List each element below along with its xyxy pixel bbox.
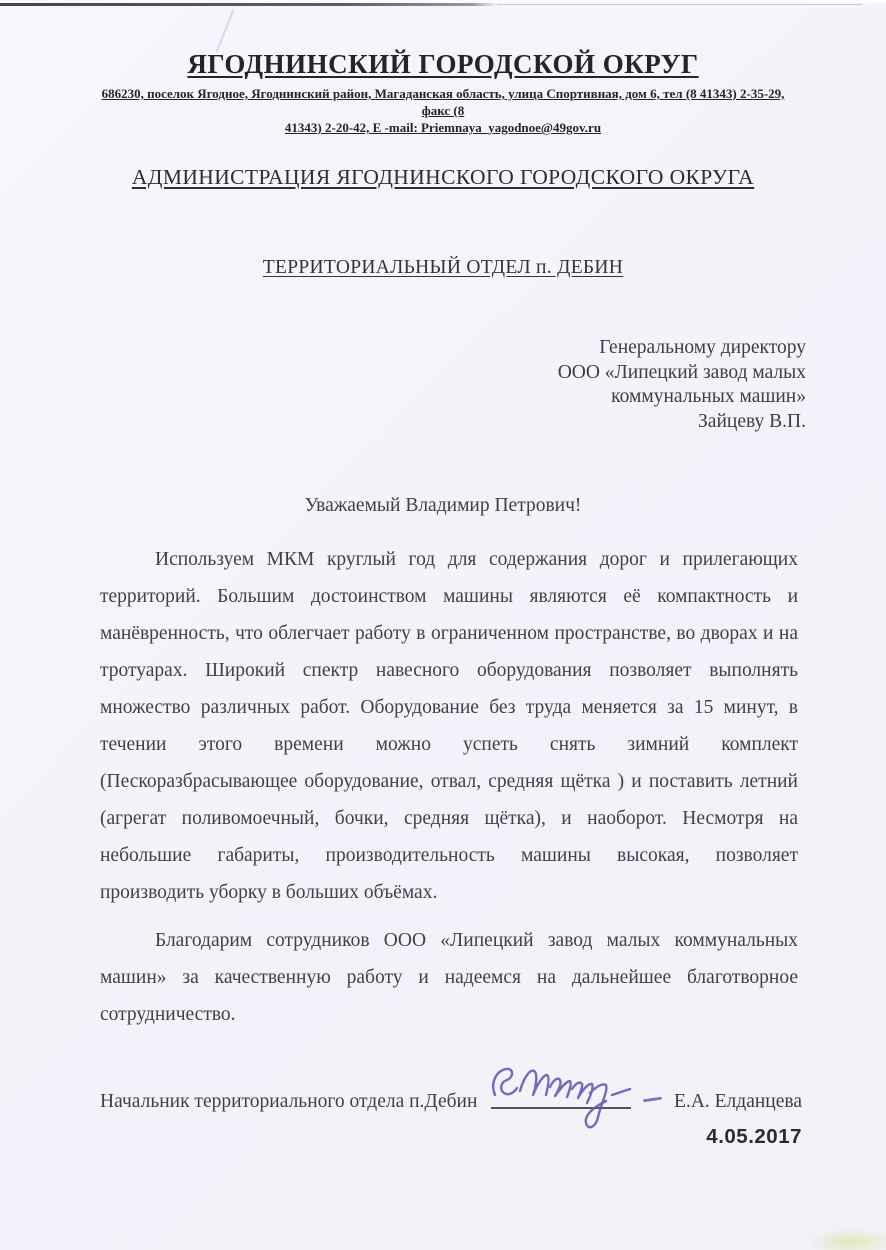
signature-line (491, 1083, 631, 1109)
administration-title: АДМИНИСТРАЦИЯ ЯГОДНИНСКОГО ГОРОДСКОГО ОКРУГА (131, 165, 755, 189)
department-title: ТЕРРИТОРИАЛЬНЫЙ ОТДЕЛ п. ДЕБИН (262, 257, 624, 278)
handwritten-signature-icon (485, 1047, 645, 1133)
letter-date: 4.05.2017 (706, 1125, 802, 1148)
organization-address (87, 85, 799, 136)
address-line-1: 686230, поселок Ягодное, Ягоднинский район, Магаданская область, улица Спортивная, дом 6, тел (8 41343) 2-35-29, факс (8 (101, 86, 785, 118)
organization-name: ЯГОДНИНСКИЙ ГОРОДСКОЙ ОКРУГ (187, 49, 699, 79)
letter-body (100, 541, 798, 1033)
scan-artifact-line (0, 3, 497, 6)
scan-artifact-line-faint (497, 4, 862, 5)
recipient-block (0, 336, 806, 434)
salutation: Уважаемый Владимир Петрович! (304, 495, 582, 516)
body-paragraph: Используем МКМ круглый год для содержания дорог и прилегающих территорий. Большим достоинством машины являются её компактность и манёвренность, что облегчает работу в ограниченном пространстве, во дворах и на тротуарах. Широкий спектр навесного оборудования позволяет выполнять множество различных работ. Оборудование без труда меняется за 15 минут, в течении этого времени можно успеть снять зимний комплект (Пескоразбрасывающее оборудование, отвал, средняя щётка ) и поставить летний (агрегат поливомоечный, бочки, средняя щётка), и наоборот. Несмотря на небольшие габариты, производительность машины высокая, позволяет производить уборку в больших объёмах. (100, 549, 798, 903)
recipient-line: Генеральному директору (599, 337, 806, 358)
letterhead (0, 0, 886, 136)
signer-name: Е.А. Елданцева (674, 1091, 802, 1112)
closing-row (100, 1083, 802, 1113)
recipient-line: коммунальных машин» (611, 386, 806, 407)
signer-position: Начальник территориального отдела п.Дебин (100, 1091, 478, 1112)
body-paragraph: Благодарим сотрудников ООО «Липецкий завод малых коммунальных машин» за качественную работу и надеемся на дальнейшее благотворное сотрудничество. (100, 930, 798, 1025)
corner-stain-mark (806, 1228, 886, 1250)
signature-dash-icon (643, 1097, 662, 1103)
recipient-line: ООО «Липецкий завод малых (557, 361, 806, 383)
recipient-line: Зайцеву В.П. (698, 410, 806, 432)
address-line-2: 41343) 2-20-42, E -mail: Priemnaya_yagodnoe@49gov.ru (284, 120, 602, 135)
